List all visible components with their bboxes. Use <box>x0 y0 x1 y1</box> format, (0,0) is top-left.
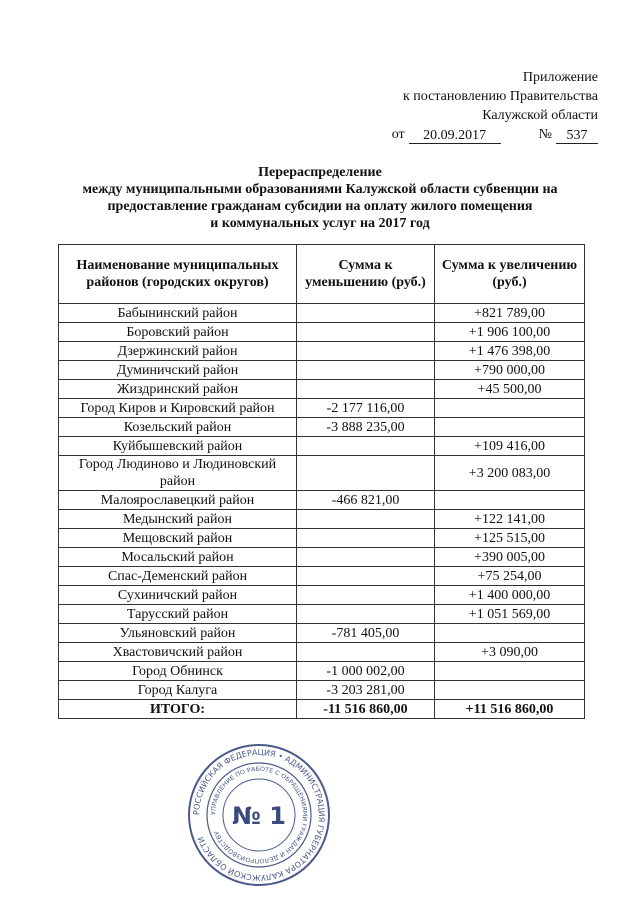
table-row <box>59 491 585 510</box>
table-row <box>59 681 585 700</box>
table-row <box>59 380 585 399</box>
increase-amount: +45 500,00 <box>435 380 585 399</box>
increase-amount: +109 416,00 <box>435 437 585 456</box>
district-name: Медынский район <box>59 510 297 529</box>
table-row <box>59 624 585 643</box>
region-label: Калужской области <box>482 108 598 123</box>
increase-amount: +3 200 083,00 <box>435 456 585 491</box>
district-name: Мосальский район <box>59 548 297 567</box>
district-name: Думиничский район <box>59 361 297 380</box>
total-increase: +11 516 860,00 <box>435 700 585 719</box>
table-row <box>59 662 585 681</box>
table-row <box>59 643 585 662</box>
title-line: Перераспределение <box>258 165 382 180</box>
decrease-amount <box>297 529 435 548</box>
district-name: Хвастовичский район <box>59 643 297 662</box>
decrease-amount <box>297 380 435 399</box>
increase-amount: +390 005,00 <box>435 548 585 567</box>
table-row <box>59 510 585 529</box>
increase-amount: +790 000,00 <box>435 361 585 380</box>
table-row <box>59 399 585 418</box>
district-name: Малоярославецкий район <box>59 491 297 510</box>
table-row <box>59 456 585 491</box>
increase-amount: +1 051 569,00 <box>435 605 585 624</box>
order-number: 537 <box>556 128 598 144</box>
redistribution-table <box>58 244 585 719</box>
increase-amount: +75 254,00 <box>435 567 585 586</box>
stamp-inner-text: УПРАВЛЕНИЕ ПО РАБОТЕ С ОБРАЩЕНИЯМИ ГРАЖДАН И ДЕЛОПРОИЗВОДСТВУ <box>209 765 309 865</box>
table-row <box>59 586 585 605</box>
number-prefix: № <box>538 127 552 142</box>
document-title <box>0 164 640 232</box>
district-name: Город Киров и Кировский район <box>59 399 297 418</box>
title-line: между муниципальными образованиями Калужской области субвенции на <box>82 182 558 197</box>
district-name: Бабынинский район <box>59 304 297 323</box>
stamp-outer-text: РОССИЙСКАЯ ФЕДЕРАЦИЯ • АДМИНИСТРАЦИЯ ГУБЕРНАТОРА КАЛУЖСКОЙ ОБЛАСТИ <box>191 747 327 883</box>
increase-amount: +1 906 100,00 <box>435 323 585 342</box>
column-header-increase: Сумма к увеличению (руб.) <box>435 245 585 304</box>
table-row <box>59 304 585 323</box>
order-date-number <box>392 125 598 144</box>
decrease-amount: -3 888 235,00 <box>297 418 435 437</box>
decrease-amount: -466 821,00 <box>297 491 435 510</box>
increase-amount <box>435 662 585 681</box>
increase-amount: +1 476 398,00 <box>435 342 585 361</box>
table-row <box>59 567 585 586</box>
decrease-amount <box>297 605 435 624</box>
total-row <box>59 700 585 719</box>
decrease-amount <box>297 456 435 491</box>
table-row <box>59 342 585 361</box>
decrease-amount: -1 000 002,00 <box>297 662 435 681</box>
decrease-amount <box>297 643 435 662</box>
resolution-label: к постановлению Правительства <box>402 89 598 104</box>
table-row <box>59 529 585 548</box>
district-name: Ульяновский район <box>59 624 297 643</box>
increase-amount: +125 515,00 <box>435 529 585 548</box>
appendix-label: Приложение <box>522 70 598 85</box>
title-line: предоставление гражданам субсидии на оплату жилого помещения <box>107 199 533 214</box>
table-row <box>59 548 585 567</box>
increase-amount: +3 090,00 <box>435 643 585 662</box>
increase-amount <box>435 491 585 510</box>
decrease-amount <box>297 304 435 323</box>
district-name: Дзержинский район <box>59 342 297 361</box>
decrease-amount <box>297 323 435 342</box>
stamp-number: № 1 <box>232 802 286 830</box>
district-name: Тарусский район <box>59 605 297 624</box>
decrease-amount: -781 405,00 <box>297 624 435 643</box>
order-date: 20.09.2017 <box>409 128 501 144</box>
increase-amount <box>435 624 585 643</box>
appendix-header <box>392 68 598 144</box>
table-row <box>59 418 585 437</box>
column-header-name: Наименование муниципальных районов (городских округов) <box>59 245 297 304</box>
total-label: ИТОГО: <box>59 700 297 719</box>
table-row <box>59 323 585 342</box>
decrease-amount <box>297 567 435 586</box>
decrease-amount <box>297 548 435 567</box>
district-name: Город Людиново и Людиновский район <box>59 456 297 491</box>
table-row <box>59 605 585 624</box>
title-line: и коммунальных услуг на 2017 год <box>210 216 430 231</box>
date-prefix: от <box>391 127 405 142</box>
district-name: Куйбышевский район <box>59 437 297 456</box>
column-header-decrease: Сумма к уменьшению (руб.) <box>297 245 435 304</box>
increase-amount <box>435 418 585 437</box>
decrease-amount <box>297 342 435 361</box>
increase-amount: +821 789,00 <box>435 304 585 323</box>
increase-amount: +1 400 000,00 <box>435 586 585 605</box>
increase-amount <box>435 681 585 700</box>
district-name: Боровский район <box>59 323 297 342</box>
district-name: Спас-Деменский район <box>59 567 297 586</box>
district-name: Город Калуга <box>59 681 297 700</box>
total-decrease: -11 516 860,00 <box>297 700 435 719</box>
decrease-amount <box>297 586 435 605</box>
decrease-amount <box>297 510 435 529</box>
official-stamp <box>186 742 332 888</box>
decrease-amount: -3 203 281,00 <box>297 681 435 700</box>
decrease-amount <box>297 437 435 456</box>
district-name: Сухиничский район <box>59 586 297 605</box>
table-row <box>59 361 585 380</box>
decrease-amount: -2 177 116,00 <box>297 399 435 418</box>
increase-amount: +122 141,00 <box>435 510 585 529</box>
table-row <box>59 437 585 456</box>
district-name: Жиздринский район <box>59 380 297 399</box>
increase-amount <box>435 399 585 418</box>
district-name: Город Обнинск <box>59 662 297 681</box>
district-name: Козельский район <box>59 418 297 437</box>
decrease-amount <box>297 361 435 380</box>
district-name: Мещовский район <box>59 529 297 548</box>
